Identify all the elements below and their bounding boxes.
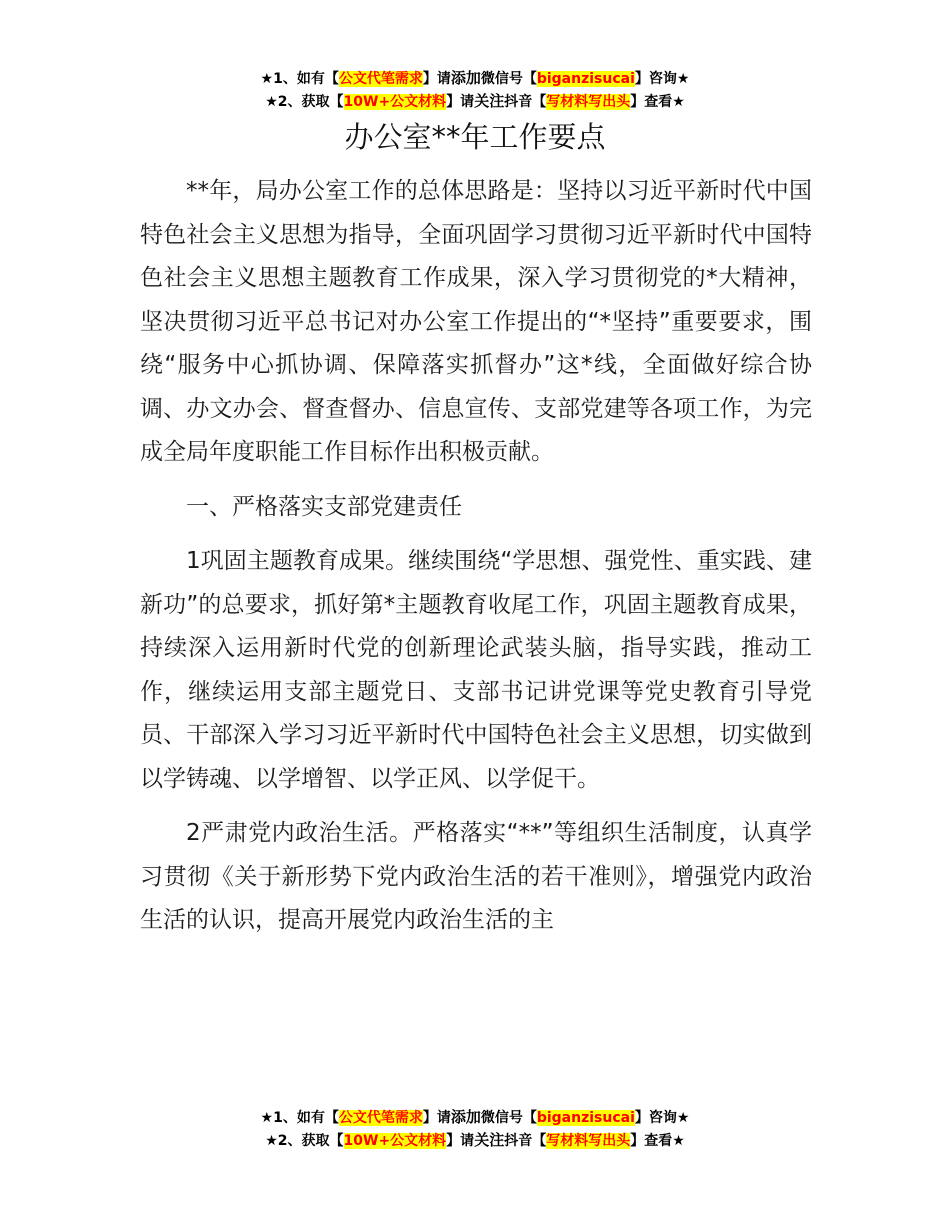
notice-text: 】咨询★ (634, 71, 690, 87)
notice-line-2 (0, 1129, 950, 1152)
notice-text: 】请 (446, 94, 475, 110)
notice-text: ★2、获取【 (265, 94, 344, 110)
notice-highlight: biganzisucai (536, 71, 635, 87)
notice-text: ★1、如有【 (260, 1110, 339, 1126)
notice-text: 】咨询★ (634, 1110, 690, 1126)
notice-highlight: 10W+公文材料 (343, 1133, 447, 1149)
notice-text: ★2、获取【 (265, 1133, 344, 1149)
footer-notice (0, 1106, 950, 1152)
document-body (140, 170, 812, 943)
notice-text: 】查看★ (630, 94, 685, 110)
notice-line-1 (0, 67, 950, 90)
notice-highlight: 公文代笔需求 (338, 71, 423, 87)
notice-text: 微信号【 (480, 1110, 537, 1126)
notice-text: 】查看★ (630, 1133, 685, 1149)
notice-text: 微信号【 (480, 71, 537, 87)
body-paragraph: 1巩固主题教育成果。继续围绕“学思想、强党性、重实践、建新功”的总要求，抓好第*主题教育收尾工作，巩固主题教育成果，持续深入运用新时代党的创新理论武装头脑，指导实践，推动工作，继续运用支部主题党日、支部书记讲党课等党史教育引导党员、干部深入学习习近平新时代中国特色社会主义思想，切实做到以学铸魂、以学增智、以学正风、以学促干。 (140, 548, 812, 792)
section-heading: 一、严格落实支部党建责任 (186, 493, 462, 520)
notice-highlight: 10W+公文材料 (343, 94, 447, 110)
notice-text: ★1、如有【 (260, 71, 339, 87)
document-title: 办公室**年工作要点 (344, 120, 606, 154)
notice-highlight: 写材料写出头 (546, 94, 631, 110)
notice-text: 抖音【 (504, 1133, 547, 1149)
notice-highlight: 公文代笔需求 (338, 1110, 423, 1126)
notice-emphasis: 关注 (474, 1131, 505, 1149)
notice-highlight: 写材料写出头 (546, 1133, 631, 1149)
body-paragraph: 2严肃党内政治生活。严格落实“**”等组织生活制度，认真学习贯彻《关于新形势下党内政治生活的若干准则》，增强党内政治生活的认识，提高开展党内政治生活的主 (140, 820, 812, 933)
notice-emphasis: 关注 (474, 92, 505, 110)
intro-paragraph: **年，局办公室工作的总体思路是：坚持以习近平新时代中国特色社会主义思想为指导，全面巩固学习贯彻习近平新时代中国特色社会主义思想主题教育工作成果，深入学习贯彻党的*大精神，坚决贯彻习近平总书记对办公室工作提出的“*坚持”重要要求，围绕“服务中心抓协调、保障落实抓督办”这*线，全面做好综合协调、办文办会、督查督办、信息宣传、支部党建等各项工作，为完成全局年度职能工作目标作出积极贡献。 (140, 178, 812, 465)
header-notice (0, 67, 950, 113)
notice-text: 抖音【 (504, 94, 547, 110)
notice-text: 】请 (422, 71, 451, 87)
notice-emphasis: 添加 (450, 1108, 481, 1126)
notice-text: 】请 (422, 1110, 451, 1126)
notice-highlight: biganzisucai (536, 1110, 635, 1126)
notice-line-1 (0, 1106, 950, 1129)
notice-text: 】请 (446, 1133, 475, 1149)
notice-emphasis: 添加 (450, 69, 481, 87)
notice-line-2 (0, 90, 950, 113)
